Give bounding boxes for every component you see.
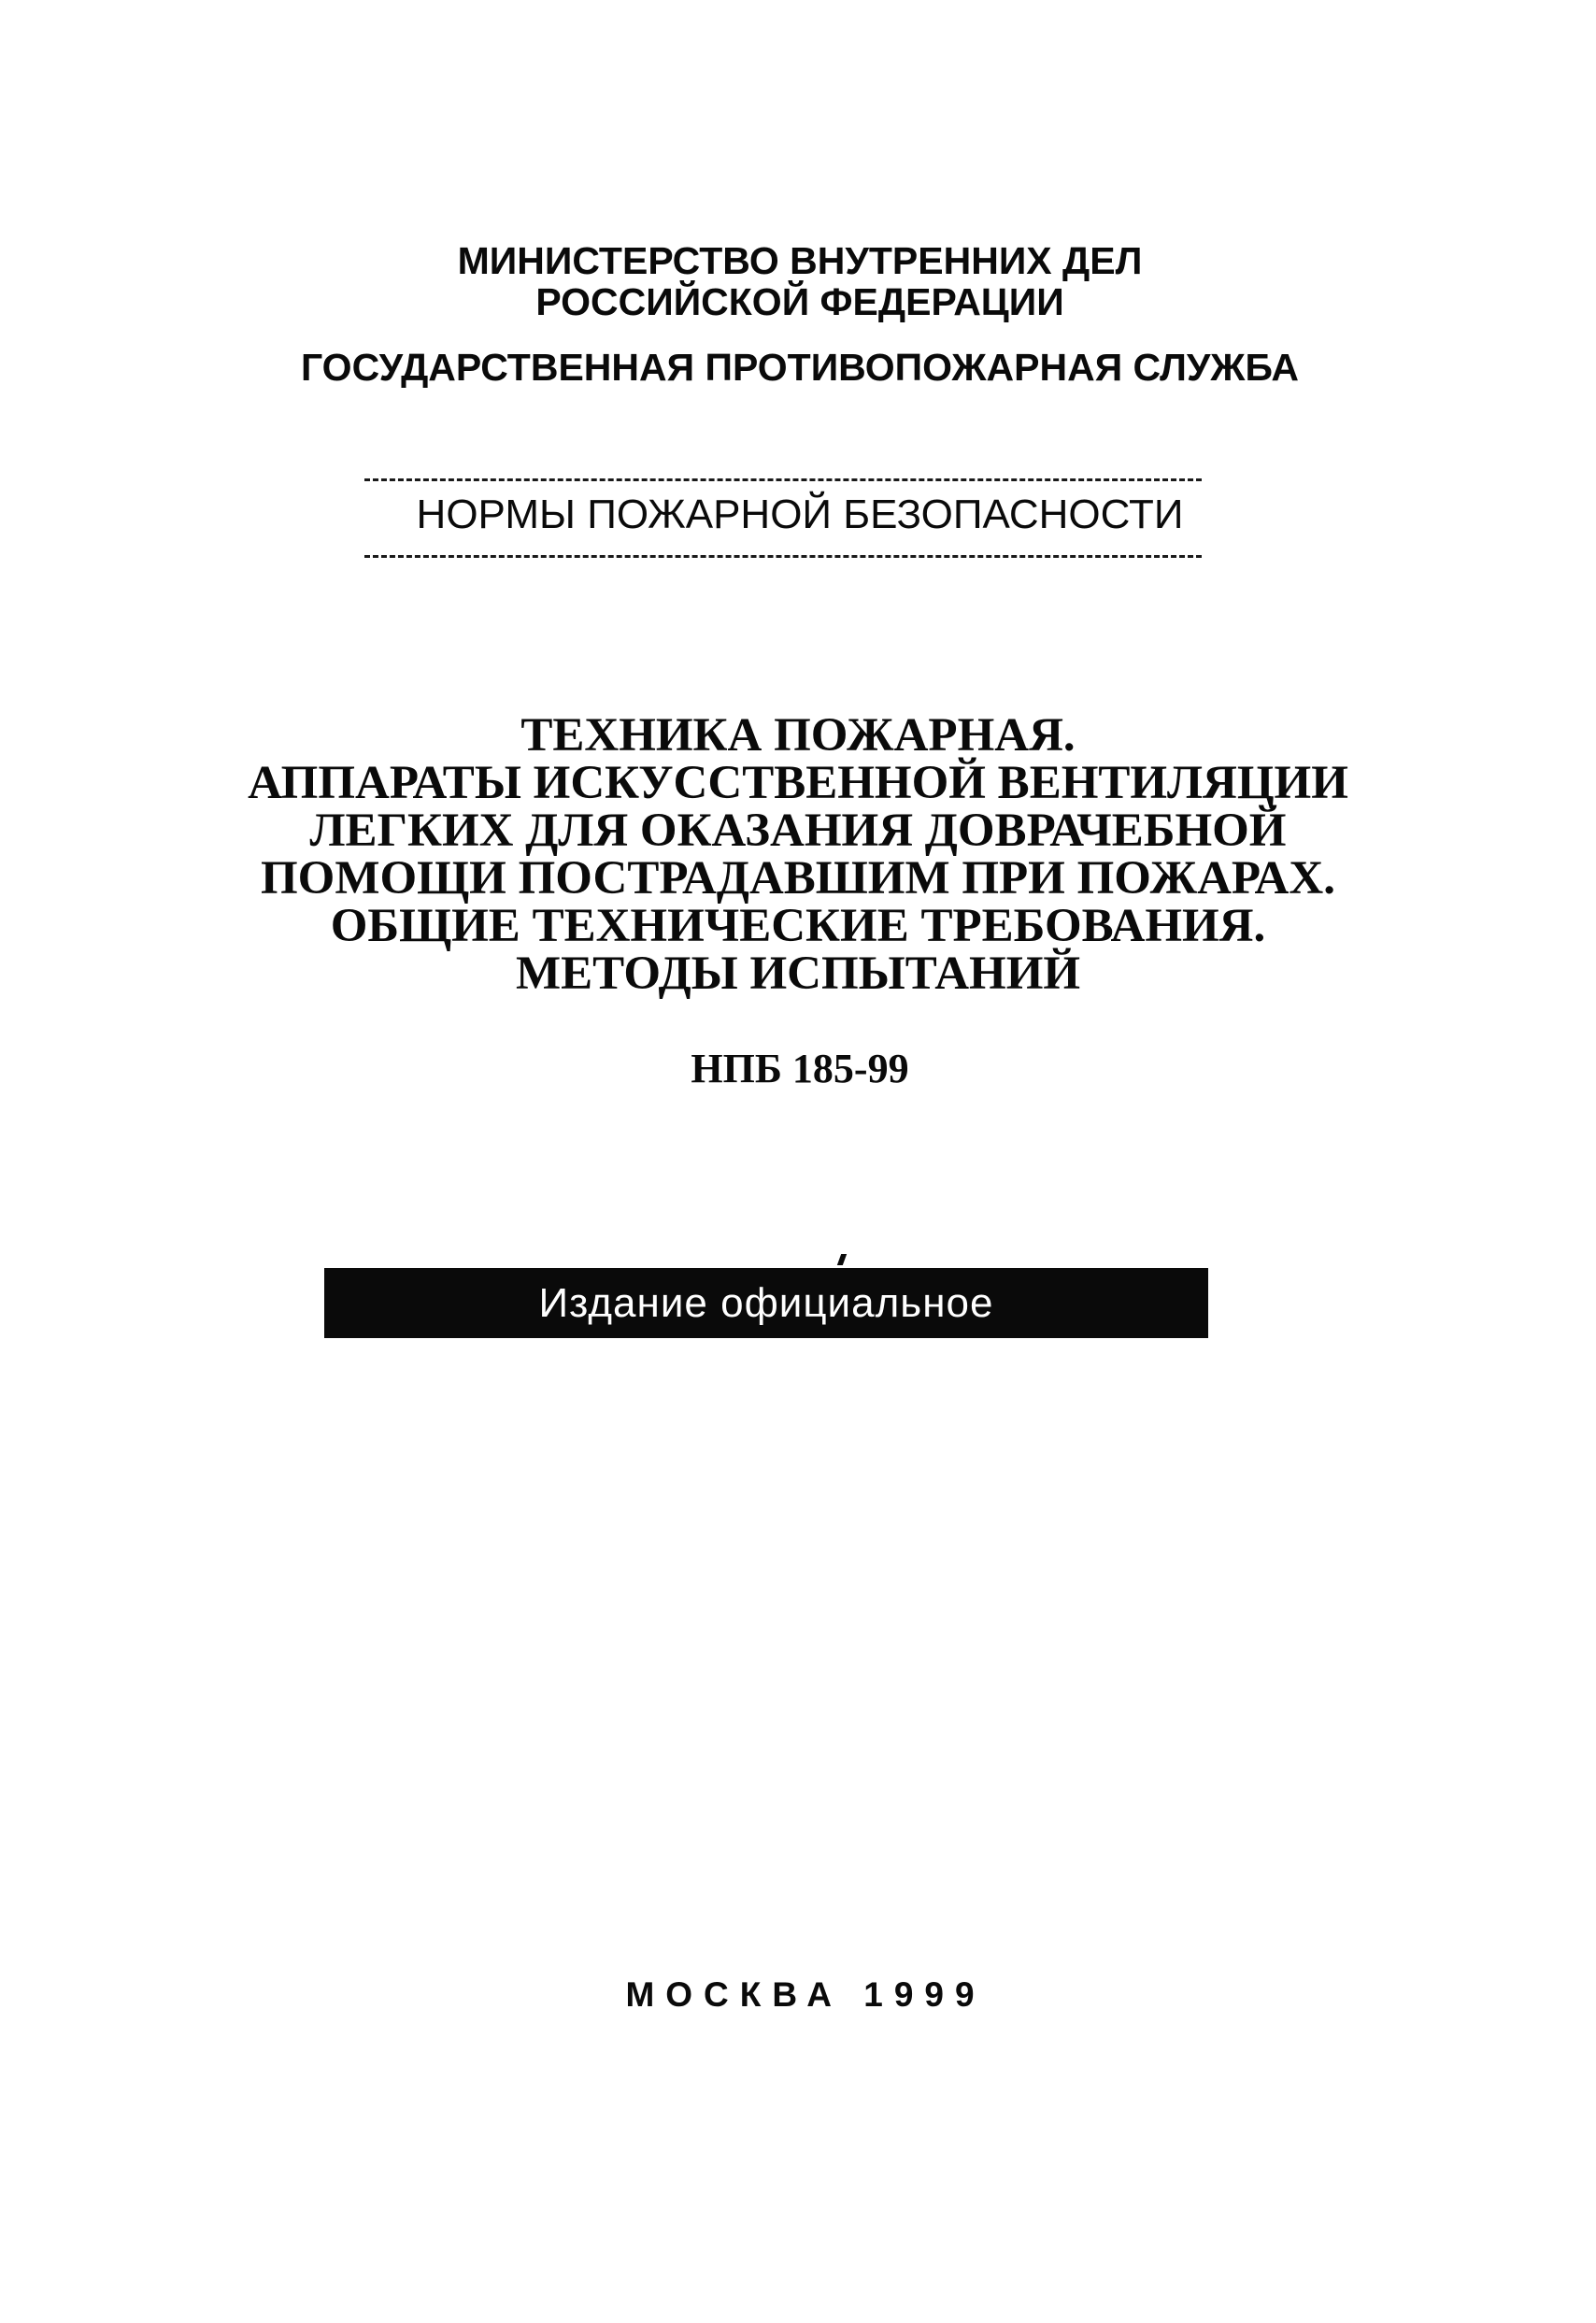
norms-label: НОРМЫ ПОЖАРНОЙ БЕЗОПАСНОСТИ — [416, 492, 1184, 537]
edition-label: Издание официальное — [538, 1280, 994, 1326]
ministry-name-line2: РОССИЙСКОЙ ФЕДЕРАЦИИ — [535, 280, 1064, 323]
title-line: ТЕХНИКА ПОЖАРНАЯ. — [520, 709, 1076, 762]
service-name: ГОСУДАРСТВЕННАЯ ПРОТИВОПОЖАРНАЯ СЛУЖБА — [300, 346, 1299, 389]
place-and-year: МОСКВА 1999 — [625, 1975, 986, 2014]
norms-top-rule — [364, 478, 1202, 481]
document-code: НПБ 185-99 — [691, 1046, 909, 1091]
edition-banner — [324, 1268, 1208, 1338]
document-title — [0, 709, 1596, 1000]
title-line: ПОМОЩИ ПОСТРАДАВШИМ ПРИ ПОЖАРАХ. — [261, 852, 1335, 905]
title-line: МЕТОДЫ ИСПЫТАНИЙ — [515, 948, 1081, 1000]
title-line: АППАРАТЫ ИСКУССТВЕННОЙ ВЕНТИЛЯЦИИ — [248, 757, 1348, 809]
title-line: ЛЕГКИХ ДЛЯ ОКАЗАНИЯ ДОВРАЧЕБНОЙ — [309, 805, 1287, 857]
title-line: ОБЩИЕ ТЕХНИЧЕСКИЕ ТРЕБОВАНИЯ. — [330, 900, 1266, 952]
norms-bottom-rule — [364, 555, 1202, 558]
ministry-name-line1: МИНИСТЕРСТВО ВНУТРЕННИХ ДЕЛ — [457, 239, 1143, 282]
print-mark — [837, 1254, 847, 1265]
